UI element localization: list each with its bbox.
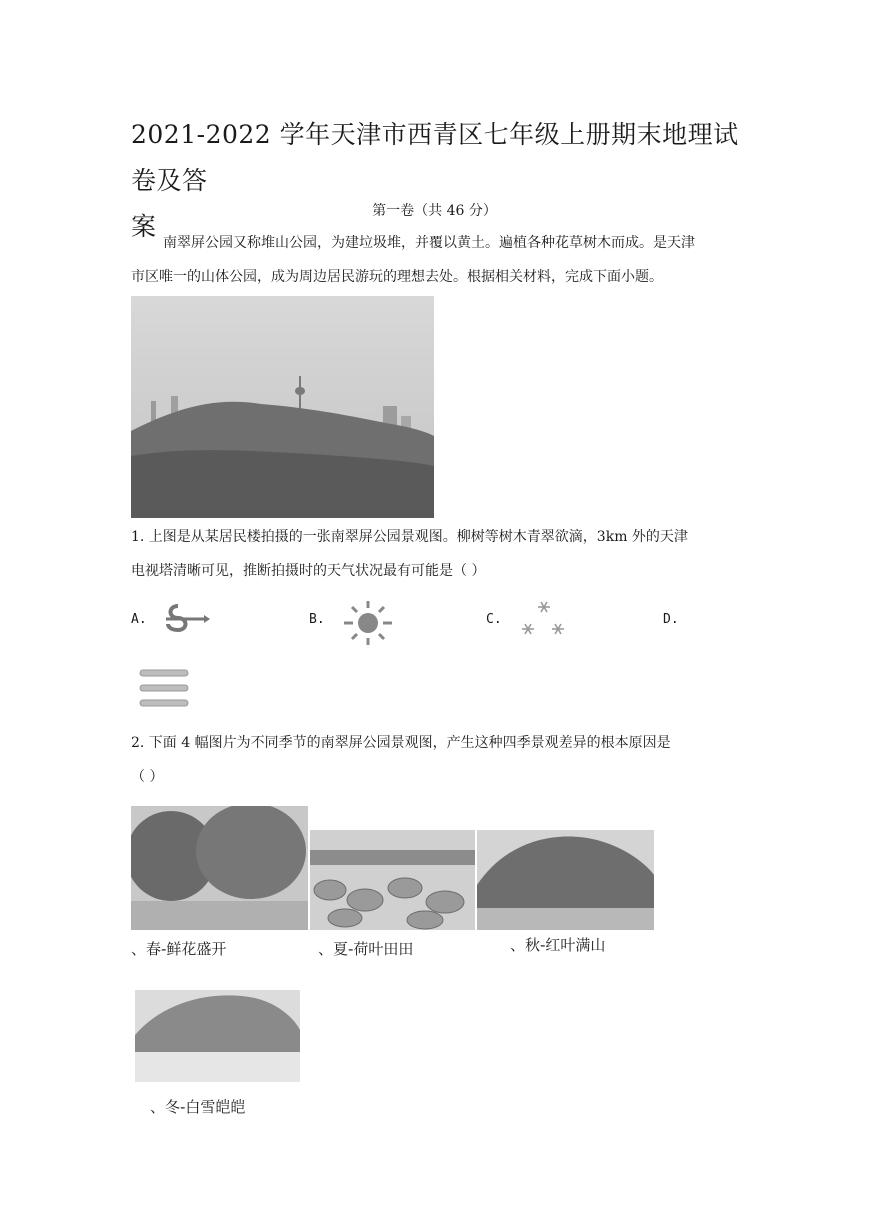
intro-paragraph — [131, 226, 751, 294]
q1-line-2: 电视塔清晰可见，推断拍摄时的天气状况最有可能是（ ） — [131, 563, 486, 579]
title-line-2: 案 — [131, 212, 157, 241]
typhoon-icon — [160, 600, 210, 640]
spring-photo — [131, 806, 308, 930]
autumn-photo-image — [477, 830, 654, 930]
q1-line-1: 1. 上图是从某居民楼拍摄的一张南翠屏公园景观图。柳树等树木青翠欲滴，3km 外的天津 — [131, 529, 688, 545]
q2-line-2: （ ） — [131, 769, 164, 785]
winter-photo — [135, 990, 300, 1082]
title-line-1: 2021-2022 学年天津市西青区七年级上册期末地理试卷及答 — [131, 120, 739, 195]
option-c[interactable] — [486, 612, 502, 627]
option-a-label: A. — [131, 612, 147, 627]
option-a[interactable] — [131, 612, 147, 627]
winter-photo-image — [135, 990, 300, 1082]
option-d[interactable] — [663, 612, 679, 627]
option-c-label: C. — [486, 612, 502, 627]
question-2 — [131, 726, 751, 794]
spring-photo-image — [131, 806, 308, 930]
sunny-icon — [340, 598, 396, 648]
fog-icon — [138, 668, 190, 708]
park-photo-image — [131, 296, 434, 518]
question-1 — [131, 520, 751, 588]
intro-line-1: 南翠屏公园又称堆山公园，为建垃圾堆，并覆以黄土。遍植各种花草树木而成。是天津 — [163, 235, 695, 251]
summer-photo-image — [310, 830, 475, 930]
summer-caption: 、夏-荷叶田田 — [318, 940, 414, 958]
autumn-caption: 、秋-红叶满山 — [510, 936, 606, 954]
autumn-photo — [477, 830, 654, 930]
winter-caption: 、冬-白雪皑皑 — [150, 1098, 246, 1116]
park-photo — [131, 296, 434, 518]
option-d-label: D. — [663, 612, 679, 627]
q2-line-1: 2. 下面 4 幅图片为不同季节的南翠屏公园景观图，产生这种四季景观差异的根本原因是 — [131, 735, 671, 751]
intro-line-2: 市区唯一的山体公园，成为周边居民游玩的理想去处。根据相关材料，完成下面小题。 — [131, 269, 663, 285]
option-b[interactable] — [309, 612, 325, 627]
spring-caption: 、春-鲜花盛开 — [131, 940, 227, 958]
option-b-label: B. — [309, 612, 325, 627]
snow-icon — [514, 596, 570, 642]
section-heading: 第一卷（共 46 分） — [372, 203, 497, 219]
summer-photo — [310, 830, 475, 930]
